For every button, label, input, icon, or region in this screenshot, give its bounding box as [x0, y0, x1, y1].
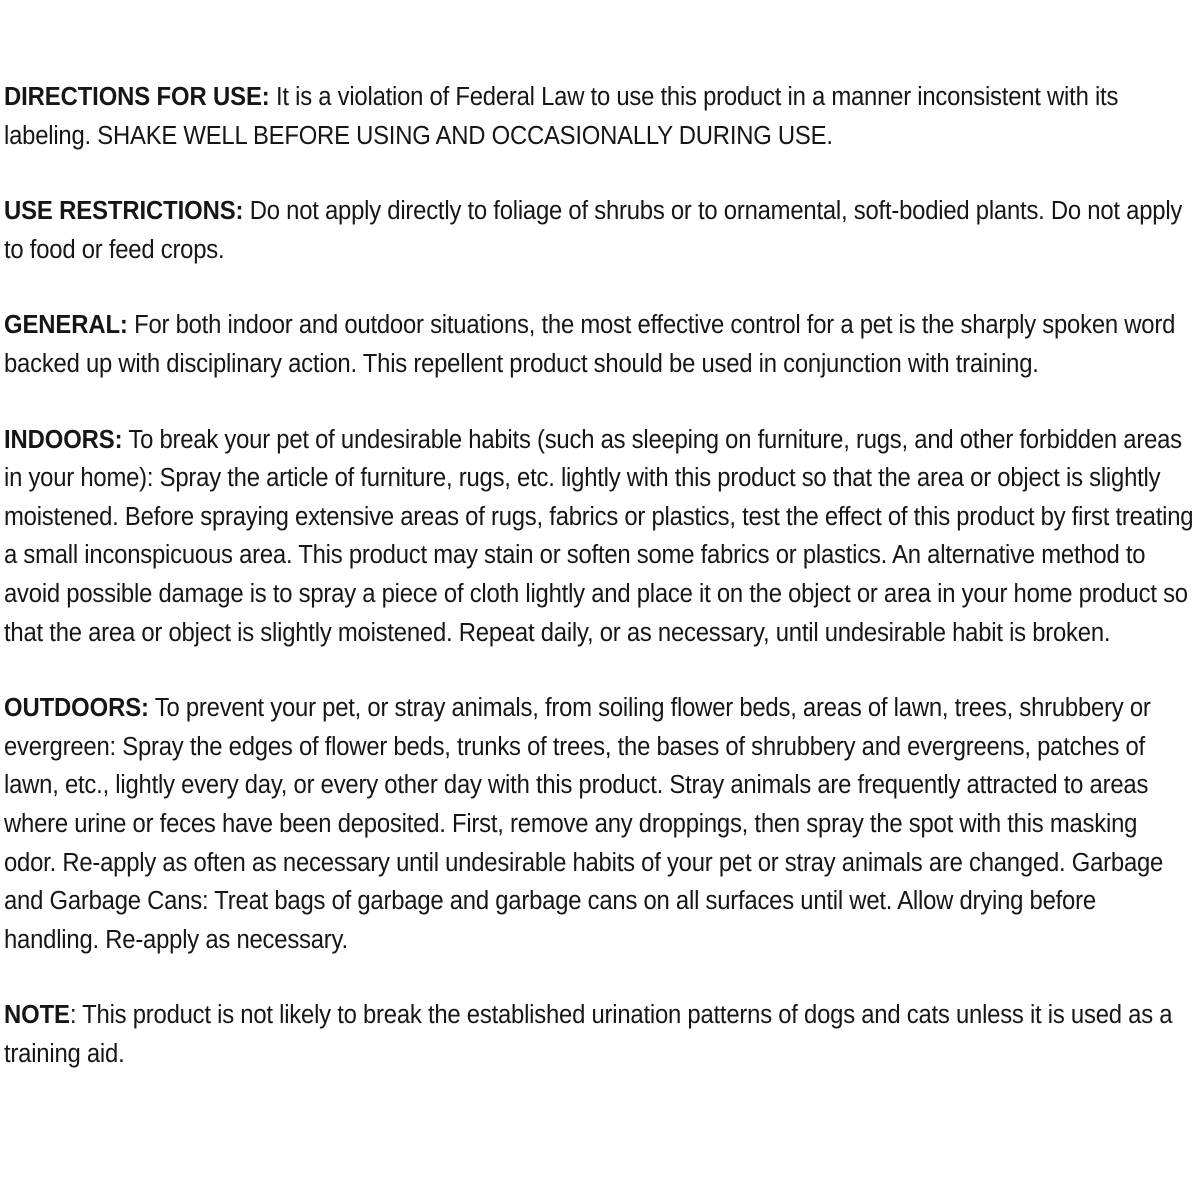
section-heading-note: NOTE — [4, 1001, 70, 1030]
section-note — [4, 996, 1193, 1073]
section-general — [4, 306, 1193, 383]
section-outdoors — [4, 689, 1193, 959]
section-body-use-restrictions: Do not apply directly to foliage of shrubs or to ornamental, soft-bodied plants. Do not apply to food or feed crops. — [4, 197, 1183, 264]
section-heading-directions-for-use: DIRECTIONS FOR USE: — [4, 83, 270, 111]
section-heading-outdoors: OUTDOORS: — [4, 694, 149, 723]
section-indoors — [4, 421, 1193, 653]
section-use-restrictions — [4, 192, 1193, 269]
section-directions-for-use — [4, 78, 1193, 155]
section-body-general: For both indoor and outdoor situations, the most effective control for a pet is the sharply spoken word backed up with disciplinary action. This repellent product should be used in conjunction with training. — [4, 311, 1176, 378]
section-heading-indoors: INDOORS: — [4, 425, 123, 454]
section-body-directions-for-use: It is a violation of Federal Law to use this product in a manner inconsistent with its labeling. SHAKE WELL BEFORE USING AND OCCASIONALLY DURING USE. — [4, 83, 1119, 150]
section-body-note: This product is not likely to break the established urination patterns of dogs and cats unless it is used as a training aid. — [4, 1001, 1173, 1068]
section-body-indoors: To break your pet of undesirable habits (such as sleeping on furniture, rugs, and other forbidden areas in your home): Spray the article of furniture, rugs, etc. lightly with this product so that the area or object is slightly moistened. Before spraying extensive areas of rugs, fabrics or plastics, test the effect of this product by first treating a small inconspicuous area. This product may stain or soften some fabrics or plastics. An alternative method to avoid possible damage is to spray a piece of cloth lightly and place it on the object or area in your home product so that the area or object is slightly moistened. Repeat daily, or as necessary, until undesirable habit is broken. — [4, 425, 1194, 647]
section-heading-note-suffix: : — [69, 1001, 77, 1030]
section-body-outdoors: To prevent your pet, or stray animals, from soiling flower beds, areas of lawn, trees, shrubbery or evergreen: Spray the edges of flower beds, trunks of trees, the bases of shrubbery and evergreens, patches of lawn, etc., lightly every day, or every other day with this product. Stray animals are frequently attracted to areas where urine or feces have been deposited. First, remove any droppings, then spray the spot with this masking odor. Re-apply as often as necessary until undesirable habits of your pet or stray animals are changed. Garbage and Garbage Cans: Treat bags of garbage and garbage cans on all surfaces until wet. Allow drying before handling. Re-apply as necessary. — [4, 694, 1164, 954]
section-heading-use-restrictions: USE RESTRICTIONS: — [4, 197, 244, 226]
section-heading-general: GENERAL: — [4, 311, 128, 340]
